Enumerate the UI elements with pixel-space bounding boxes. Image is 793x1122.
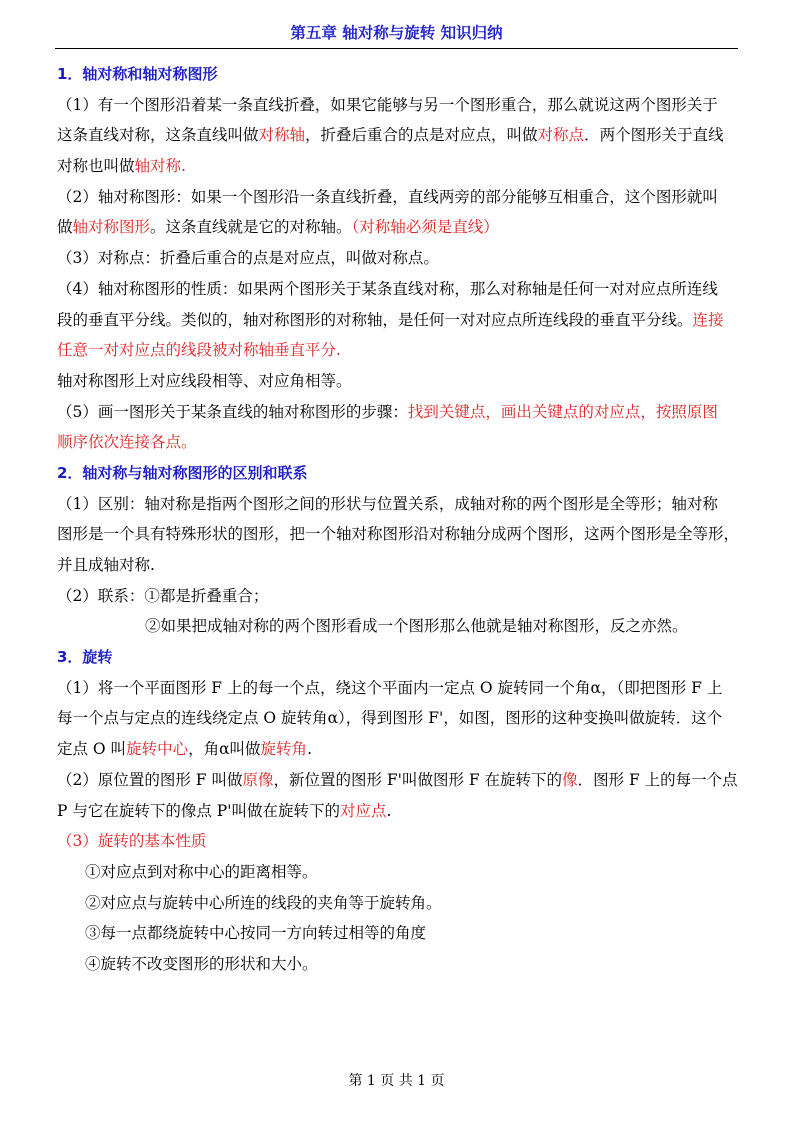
text-line	[57, 183, 740, 214]
text-segment: （2）原位置的图形 F 叫做	[57, 770, 243, 789]
document-body	[57, 60, 740, 981]
highlighted-term: 对应点	[339, 801, 387, 820]
text-line	[57, 91, 740, 122]
text-line	[57, 367, 740, 398]
section-heading	[57, 60, 740, 91]
highlighted-term: 连接	[692, 310, 724, 329]
highlighted-term: （3）旋转的基本性质	[57, 832, 207, 851]
text-line	[57, 428, 740, 459]
highlighted-term: 原像	[242, 770, 274, 789]
text-line	[57, 275, 740, 306]
text-segment: 每一个点与定点的连线绕定点 O 旋转角α），得到图形 F'，如图，图形的这种变换叫做旋转．这个	[57, 709, 723, 728]
text-segment: （4）轴对称图形的性质：如果两个图形关于某条直线对称，那么对称轴是任何一对对应点所连线	[57, 279, 718, 298]
text-segment: （3）对称点：折叠后重合的点是对应点，叫做对称点。	[57, 249, 439, 268]
document-title: 第五章 轴对称与旋转 知识归纳	[290, 24, 503, 42]
text-line	[57, 306, 740, 337]
text-line	[57, 919, 740, 950]
text-segment: 图形是一个具有特殊形状的图形，把一个轴对称图形沿对称轴分成两个图形，这两个图形是全等形，	[57, 525, 740, 544]
text-segment: ③每一点都绕旋转中心按同一方向转过相等的角度	[85, 924, 427, 943]
text-line	[57, 213, 740, 244]
text-line	[57, 152, 740, 183]
text-line	[57, 704, 740, 735]
text-segment: ④旋转不改变图形的形状和大小。	[85, 954, 318, 973]
text-segment: ，折叠后重合的点是对应点，叫做	[305, 126, 538, 145]
highlighted-term: 旋转中心	[126, 740, 189, 759]
text-segment: 2．轴对称与轴对称图形的区别和联系	[57, 463, 308, 482]
highlighted-term: 轴对称图形	[72, 218, 151, 237]
section-heading	[57, 643, 740, 674]
text-segment: ，新位置的图形 F'叫做图形 F 在旋转下的	[273, 770, 563, 789]
highlighted-term: 对称点	[537, 126, 585, 145]
highlighted-term: （对称轴必须是直线）	[351, 218, 499, 237]
text-segment: 对称也叫做	[57, 157, 135, 176]
text-segment: 段的垂直平分线。类似的，轴对称图形的对称轴，是任何一对对应点所连线段的垂直平分线。	[57, 310, 693, 329]
text-segment: （2）轴对称图形：如果一个图形沿一条直线折叠，直线两旁的部分能够互相重合，这个图形就叫	[57, 187, 718, 206]
text-line	[57, 889, 740, 920]
text-line	[57, 950, 740, 981]
text-line	[57, 336, 740, 367]
text-line	[57, 827, 740, 858]
text-segment: 轴对称图形上对应线段相等、对应角相等。	[57, 371, 352, 390]
text-segment: （5）画一图形关于某条直线的轴对称图形的步骤：	[57, 402, 408, 421]
text-segment: （1）区别：轴对称是指两个图形之间的形状与位置关系，成轴对称的两个图形是全等形；轴对称	[57, 494, 718, 513]
text-segment: 3．旋转	[57, 648, 113, 667]
text-segment: .	[386, 801, 392, 820]
text-line	[57, 551, 740, 582]
highlighted-term: 找到关键点，画出关键点的对应点，按照原图	[407, 402, 718, 421]
text-line	[57, 612, 740, 643]
text-segment: ①对应点到对称中心的距离相等。	[85, 862, 318, 881]
text-line	[57, 398, 740, 429]
text-line	[57, 735, 740, 766]
text-segment: 定点 O 叫	[57, 740, 127, 759]
text-line	[57, 582, 740, 613]
text-line	[57, 520, 740, 551]
highlighted-term: 轴对称.	[134, 157, 186, 176]
text-line	[57, 244, 740, 275]
section-heading	[57, 459, 740, 490]
text-segment: ，角α叫做	[188, 740, 261, 759]
text-segment: 1．轴对称和轴对称图形	[57, 65, 218, 83]
text-segment: ．图形 F 上的每一个点	[577, 770, 738, 789]
text-segment: ．两个图形关于直线	[584, 126, 724, 145]
highlighted-term: 任意一对对应点的线段被对称轴垂直平分.	[57, 341, 341, 360]
highlighted-term: 像	[562, 770, 578, 789]
highlighted-term: 旋转角	[260, 740, 308, 759]
page-footer: 第 1 页 共 1 页	[348, 1073, 445, 1089]
text-segment: 。这条直线就是它的对称轴。	[150, 218, 352, 237]
text-segment: （2）联系：①都是折叠重合；	[57, 586, 269, 605]
text-line	[57, 766, 740, 797]
text-line	[57, 490, 740, 521]
text-segment: P 与它在旋转下的像点 P'叫做在旋转下的	[57, 801, 340, 820]
text-segment: （1）将一个平面图形 F 上的每一个点，绕这个平面内一定点 O 旋转同一个角α，（即把图形 F 上	[57, 678, 723, 697]
text-line	[57, 674, 740, 705]
page-header	[55, 20, 738, 49]
text-segment: （1）有一个图形沿着某一条直线折叠，如果它能够与另一个图形重合，那么就说这两个图形关于	[57, 95, 718, 114]
text-line	[57, 797, 740, 828]
text-segment: ②对应点与旋转中心所连的线段的夹角等于旋转角。	[85, 893, 442, 912]
text-segment: .	[307, 740, 312, 759]
text-segment: 做	[57, 218, 73, 237]
text-segment: 这条直线对称，这条直线叫做	[57, 126, 259, 145]
highlighted-term: 对称轴	[258, 126, 306, 145]
text-line	[57, 121, 740, 152]
text-segment: 并且成轴对称.	[57, 556, 155, 574]
highlighted-term: 顺序依次连接各点。	[57, 433, 197, 452]
text-line	[57, 858, 740, 889]
text-segment: ②如果把成轴对称的两个图形看成一个图形那么他就是轴对称图形，反之亦然。	[145, 617, 688, 636]
